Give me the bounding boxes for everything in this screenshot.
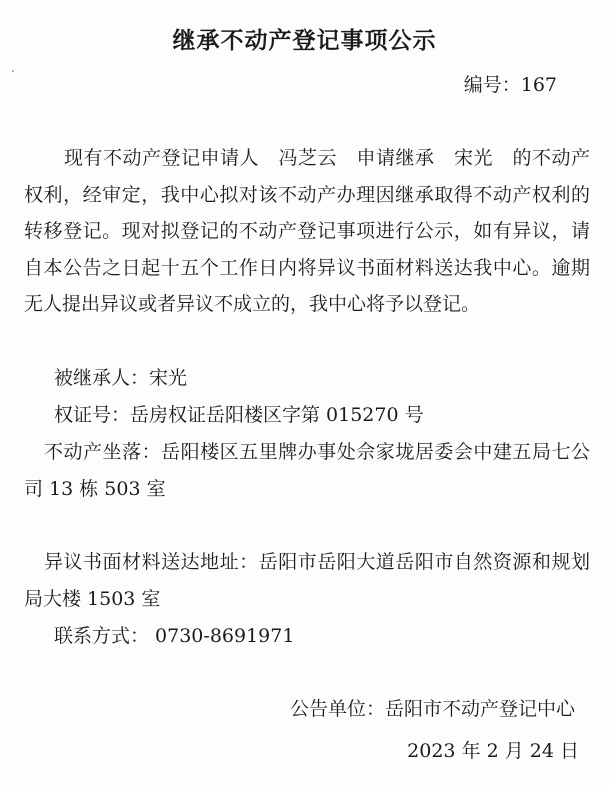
contact-line [24, 618, 590, 655]
scan-speck [12, 70, 14, 72]
heir-text: 被继承人：宋光 [54, 367, 188, 389]
location-line: 不动产坐落：岳阳楼区五里牌办事处佘家垅居委会中建五局七公司 13 栋 503 室 [24, 441, 590, 500]
notice-number: 编号：167 [463, 74, 557, 96]
objection-address-line: 异议书面材料送达地址：岳阳市岳阳大道岳阳市自然资源和规划局大楼 1503 室 [24, 551, 590, 610]
notice-body: 现有不动产登记申请人 冯芝云 申请继承 宋光 的不动产权利，经审定，我中心拟对该不动产办理因继承取得不动产权利的转移登记。现对拟登记的不动产登记事项进行公示，如有异议，请自本公告之日起十五个工作日内将异议书面材料送达我中心。逾期无人提出异议或者异议不成立的，我中心将予以登记。 [24, 147, 590, 315]
heir-line [24, 360, 590, 397]
certificate-text: 权证号：岳房权证岳阳楼区字第 015270 号 [54, 404, 424, 426]
issuer-line: 公告单位：岳阳市不动产登记中心 [289, 698, 575, 720]
certificate-line [24, 397, 590, 434]
notice-date: 2023 年 2 月 24 日 [407, 740, 579, 762]
notice-title: 继承不动产登记事项公示 [172, 28, 437, 54]
contact-text: 联系方式： 0730-8691971 [54, 625, 295, 647]
